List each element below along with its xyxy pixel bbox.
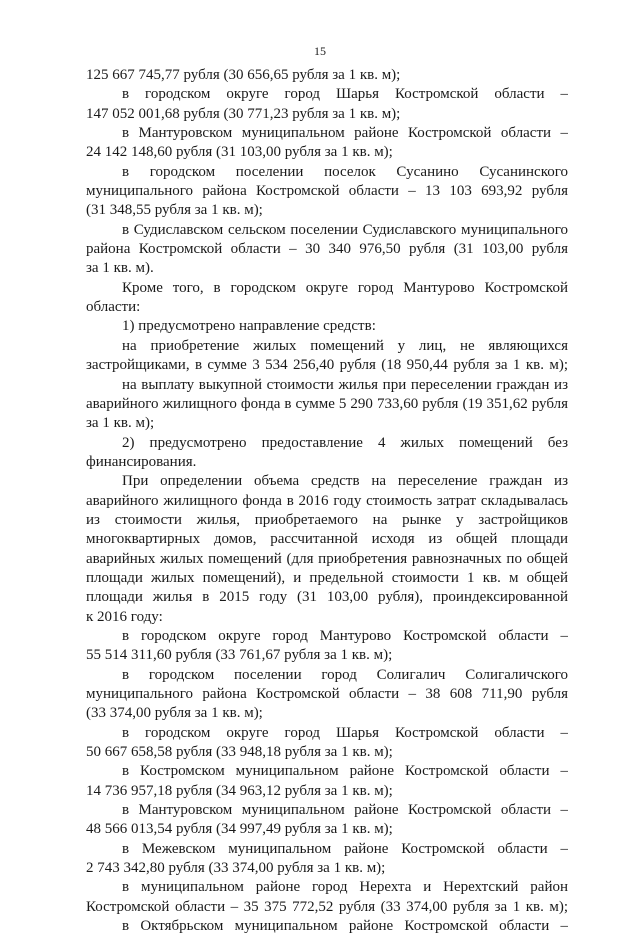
text-line: в Октябрьском муниципальном районе Костромской области – [122,918,568,935]
text-line: на приобретение жилых помещений у лиц, не являющихся [122,337,568,354]
text-line: области: [86,299,141,316]
text-line: 14 736 957,18 рубля (34 963,12 рубля за 1 кв. м); [86,782,393,799]
text-line: района Костромской области – 30 340 976,50 рубля (31 103,00 рубля [86,241,568,258]
text-line: муниципального района Костромской области – 38 608 711,90 рубля [86,686,568,702]
text-line: в городском округе город Мантурово Костромской области – [122,627,568,644]
text-line: за 1 кв. м). [86,260,154,277]
text-line: 125 667 745,77 рубля (30 656,65 рубля за 1 кв. м); [86,67,401,83]
text-line: за 1 кв. м); [86,415,155,432]
text-line: аварийных жилых помещений (для приобретения равнозначных по общей [86,550,568,567]
text-line: (31 348,55 рубля за 1 кв. м); [86,202,263,219]
text-line: в городском поселении поселок Сусанино Сусанинского [122,163,568,180]
text-line: 55 514 311,60 рубля (33 761,67 рубля за 1 кв. м); [86,647,393,664]
text-line: в Мантуровском муниципальном районе Костромской области – [122,125,568,142]
text-line: многоквартирных домов, рассчитанной исходя из общей площади [86,531,568,548]
text-line: из стоимости жилья, приобретаемого на рынке у застройщиков [86,511,568,528]
text-line: в Межевском муниципальном районе Костромской области – [122,840,568,857]
text-line: (33 374,00 рубля за 1 кв. м); [86,705,263,722]
text-line: в городском округе город Шарья Костромской области – [122,86,568,103]
page-number: 15 [314,44,326,58]
text-line: финансирования. [86,453,197,470]
text-line: 147 052 001,68 рубля (30 771,23 рубля за 1 кв. м); [86,105,401,122]
document-body [86,66,568,936]
text-line: площади жилых помещений), и предельной стоимости 1 кв. м общей [86,569,568,586]
text-line: аварийного жилищного фонда в сумме 5 290 733,60 рубля (19 351,62 рубля [86,395,568,412]
text-line: 2 743 342,80 рубля (33 374,00 рубля за 1 кв. м); [86,860,386,877]
text-line: Кроме того, в городском округе город Мантурово Костромской [122,279,568,296]
text-line: в муниципальном районе город Нерехта и Нерехтский район [122,879,568,896]
text-line: 1) предусмотрено направление средств: [122,318,376,335]
text-line: в Мантуровском муниципальном районе Костромской области – [122,802,568,819]
text-line: 24 142 148,60 рубля (31 103,00 рубля за 1 кв. м); [86,144,393,161]
text-line: в городском поселении город Солигалич Солигаличского [122,666,568,683]
text-line: При определении объема средств на переселение граждан из [122,473,568,490]
text-line: Костромской области – 35 375 772,52 рубля (33 374,00 рубля за 1 кв. м); [86,898,568,915]
text-line: в Костромском муниципальном районе Костромской области – [122,763,568,780]
text-line: на выплату выкупной стоимости жилья при переселении граждан из [122,376,568,393]
text-line: аварийного жилищного фонда в 2016 году стоимость затрат складывалась [86,492,568,509]
text-line: к 2016 году: [86,608,163,625]
text-line: 2) предусмотрено предоставление 4 жилых помещений без [122,434,568,451]
text-line: в Судиславском сельском поселении Судиславского муниципального [122,221,568,238]
text-line: площади жилья в 2015 году (31 103,00 рубля), проиндексированной [86,589,568,606]
text-line: муниципального района Костромской области – 13 103 693,92 рубля [86,183,568,200]
text-line: 50 667 658,58 рубля (33 948,18 рубля за 1 кв. м); [86,744,393,761]
text-line: в городском округе город Шарья Костромской области – [122,724,568,741]
text-line: застройщиками, в сумме 3 534 256,40 рубля (18 950,44 рубля за 1 кв. м); [86,357,568,374]
text-line: 48 566 013,54 рубля (34 997,49 рубля за 1 кв. м); [86,821,393,838]
